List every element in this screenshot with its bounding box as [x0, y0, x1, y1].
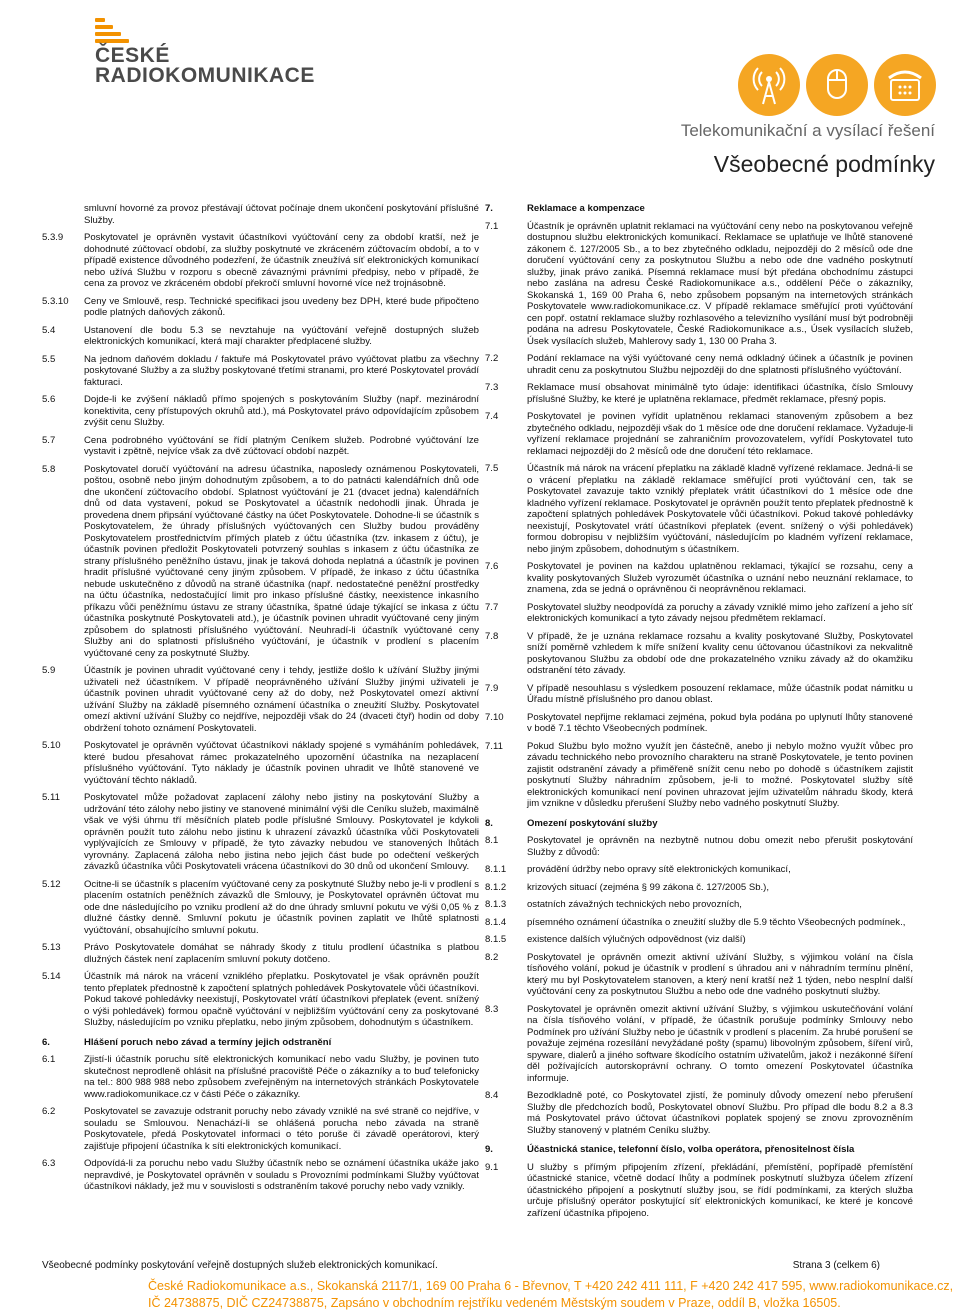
clause-text: Ustanovení dle bodu 5.3 se nevztahuje na vyúčtování veřejně dostupných služeb elektronických komunikací, která mají charakter předplacené služby.	[84, 324, 479, 347]
clause-number: 8.4	[485, 1090, 499, 1101]
clause-number: 8.1.4	[485, 916, 507, 928]
clause-number: 8.1.3	[485, 899, 507, 910]
clause-number: 8.3	[485, 1003, 499, 1015]
clause	[42, 740, 479, 786]
clause-text: Účastník je oprávněn uplatnit reklamaci na vyúčtování ceny nebo na poskytovanou veřejně dostupnou službu elektronických komunikací. Reklamace se uplatňuje ve lhůtě stanovené zákonem č. 127/2005 Sb., a to bez zbytečného odkladu, nejpozději do 2 měsíců ode dne doručení vyúčtování ceny za poskytnutou Službu a nebo ode dne vadného poskytnutí služby, jinak právo zaniká. Písemná reklamace musí být předána obchodnímu zástupci nebo zaslána na adresu České Radiokomunikace a.s., oddělení Péče o zákazníky, Skokanská 1, 169 00 Praha 6, nebo způsobem popsaným na internetových stránkách Poskytovatele www.radiokomunikace.cz. V případě reklamace směřující proti vyúčtování cen popř. ostatní reklamace služby rozhlasového a televizního vysílání musí být podrobněji podána na adresu Poskytovatele, České Radiokomunikace a.s., Úsek vysílacích služeb, Úsek vysílacích služeb, Mahlerovy sady 1, 130 00 Praha 3.	[527, 220, 913, 347]
clause	[42, 942, 479, 965]
clause-number: 7.1	[485, 220, 499, 232]
clause	[485, 934, 913, 946]
clause-text: Podání reklamace na výši vyúčtované ceny nemá odkladný účinek a účastník je povinen uhradit cenu za poskytnutou Službu nejpozději do dne splatnosti příslušného vyúčtování.	[527, 353, 913, 376]
clause-number: 7.4	[485, 411, 499, 422]
clause	[485, 712, 913, 735]
clause-number: 5.7	[42, 434, 56, 446]
clause	[485, 382, 913, 405]
clause-text: Dojde-li ke zvýšení nákladů přímo spojených s poskytováním Služby (např. mezinárodní konektivita, ceny přístupových okruhů atd.), má Poskytovatel právo odpovídajícím způsobem zvýšit cenu Služby.	[84, 394, 479, 428]
clause	[485, 221, 913, 348]
clause-text: V případě nesouhlasu s výsledkem posouzení reklamace, může účastník podat námitku u Úřadu místně příslušného pro danou oblast.	[527, 682, 913, 705]
logo-line2: RADIOKOMUNIKACE	[95, 64, 315, 87]
section-number: 9.	[485, 1144, 493, 1155]
clause-number: 5.3.10	[42, 295, 69, 307]
clause	[485, 741, 913, 810]
clause-number: 5.6	[42, 394, 56, 405]
clause	[42, 354, 479, 389]
tagline: Telekomunikační a vysílací řešení	[680, 121, 935, 140]
clause	[42, 394, 479, 429]
clause	[42, 665, 479, 734]
clause	[485, 899, 913, 911]
clause-number: 8.1.2	[485, 881, 507, 893]
clause-text: provádění údržby nebo opravy sítě elektronických komunikací,	[527, 864, 791, 875]
clause-text: Poskytovatel je oprávněn vystavit účastníkovi vyúčtování ceny za období kratší, než je dohodnuté zúčtovací období, za služby poskytnuté ve zkráceném zúčtovacím období, a to v případě existence důvodného podezření, že účastník zneužívá síť elektronických komunikací nebo užívá Službu v rozporu s obecně závaznými právními předpisy, nebo v případě, že cena za provoz ve zkráceném období překročí smluvní hovorné více než trojnásobně.	[84, 232, 479, 289]
section-number: 7.	[485, 203, 493, 214]
clause-text: Odpovídá-li za poruchu nebo vadu Služby účastník nebo se oznámení účastníka ukáže jako nepravdivé, je Poskytovatel oprávněn v souladu s Provozními podmínkami Služby vyúčtovat účastníkovi náklady, jež mu v souvislosti s odstraněním takové poruchy nebo vady vznikly.	[84, 1158, 479, 1192]
clause-number: 7.10	[485, 711, 504, 723]
clause	[485, 864, 913, 876]
broadcast-icon	[738, 54, 800, 116]
clause-text: krizových situací (zejména § 99 zákona č. 127/2005 Sb.),	[527, 881, 769, 893]
clause-number: 7.11	[485, 740, 503, 752]
clause	[42, 1054, 479, 1100]
clause-text: Bezodkladně poté, co Poskytovatel zjistí, že pominuly důvody omezení nebo přerušení Služby dle předchozích bodů, Poskytovatel obnoví Službu. Pro případ dle bodu 8.2 a 8.3 má Poskytovatel právo účtovat účastníkovi poplatek spojený se znovu zprovozněním Služby stanovený v platném Ceníku služby.	[527, 1090, 913, 1136]
clause	[485, 952, 913, 998]
clause-text: existence dalších výlučných odpovědnost (viz další)	[527, 934, 746, 945]
clause-text: ostatních závažných technických nebo provozních,	[527, 899, 742, 910]
right-items-8	[485, 952, 913, 1137]
clause-text: Cena podrobného vyúčtování se řídí platným Ceníkem služeb. Podrobné vyúčtování lze vystavit i zpětně, nejvíce však za dvě zúčtovací období nazpět.	[84, 434, 479, 457]
section-title: Hlášení poruch nebo závad a termíny jejich odstranění	[84, 1036, 332, 1048]
clause	[42, 1106, 479, 1152]
clause-number: 7.2	[485, 353, 499, 364]
footer-document-name: Všeobecné podmínky poskytování veřejně dostupných služeb elektronických komunikací.	[42, 1260, 438, 1271]
clause-number: 8.1.5	[485, 934, 507, 945]
section-title: Účastnická stanice, telefonní číslo, volba operátora, přenositelnost čísla	[527, 1144, 855, 1155]
clause	[485, 353, 913, 376]
logo-line1: ČESKÉ	[95, 44, 170, 67]
clause-text: Ocitne-li se účastník s placením vyúčtované ceny za poskytnuté Služby nebo je-li v prodlení s placením ostatních peněžních závazků dle Smlouvy, je Poskytovatel oprávněn účtovat mu ode dne následujícího po vzniku prodlení až do dne úhrady smluvní pokutu ve výši 0,05 % z dlužné částky denně. Smluvní pokutu je účastník povinen zaplatit ve lhůtě splatnosti vyúčtování, obsahujícího smluvní pokutu.	[84, 878, 479, 936]
clause-number: 5.4	[42, 324, 56, 336]
continuation-paragraph: smluvní hovorné za provoz přestávají účtovat počínaje dnem ukončení poskytování příslušné Služby.	[84, 203, 479, 226]
clause-number: 7.3	[485, 382, 499, 393]
clause-number: 8.1.1	[485, 864, 507, 875]
phone-icon	[874, 54, 936, 116]
mouse-icon	[806, 54, 868, 116]
clause-text: U služby s přímým připojením zřízení, překládání, přemístění, popřípadě přemístění účastnické stanice, včetně dodací lhůty a podmínek poskytnutí službyza účelem zřízení účastnického připojení a poskytnutí služby jsou, se řídí podmínkami, za kterých služba určuje příslušný operátor poskytující síť elektronických komunikací, ke které je koncové zařízení účastníka připojeno.	[527, 1161, 913, 1219]
clause-text: Účastník má nárok na vrácení přeplatku na základě kladně vyřízené reklamace. Jedná-li se o vrácení přeplatku na základě reklamace směřující proti vyúčtování cen, tak se Poskytovatel zavazuje takto vzniklý přeplatek vrátit účastníkovi do 1 měsíce ode dne kladného vyřízení reklamace. Poskytovatel je oprávněn použít tento přeplatek přednostně k započtení splatných pohledávek Poskytovatele vůči účastníkovi. Pokud takové pohledávky neexistují, Poskytovatel vrátí účastníkovi přeplatek (event. snížený o výši pohledávek) formou dobropisu v nejbližším vyúčtování, následujícím po kladném vyřízení reklamace, nebo jiným způsobem, dohodnutým s účastníkem.	[527, 463, 913, 555]
clause	[42, 435, 479, 458]
clause	[42, 792, 479, 873]
clause-number: 5.12	[42, 878, 61, 890]
section-6-heading	[42, 1037, 479, 1049]
clause-text: Poskytovatel je oprávněn omezit aktivní užívání Služby, s výjimkou uskutečňování volání na čísla tísňového volání, v případě, že účastník porušuje podmínky Smlouvy nebo Podmínek pro užívání Služby nebo je účastník v prodlení s placením. Za hrubé porušení se považuje zejména rozesílání nevyžádané pošty (spamu) libovolným způsobem, šíření virů, spyware, dialerů a jiného software škodícího ostatním uživatelům, jakož i nezákonné šíření děl požívajících autorskoprávní ochrany. O tomto omezení Poskytovatel účastníka informuje.	[527, 1003, 913, 1084]
clause	[485, 602, 913, 625]
clause	[485, 917, 913, 929]
company-info	[148, 1278, 953, 1312]
left-items-b	[42, 1054, 479, 1193]
logo-text	[95, 46, 315, 86]
clause	[42, 879, 479, 937]
page-header	[0, 0, 960, 195]
clause-number: 5.5	[42, 353, 56, 365]
logo-bars-icon	[95, 18, 135, 44]
clause	[485, 561, 913, 596]
clause-text: Poskytovatel může požadovat zaplacení zálohy nebo jistiny na poskytování Služby a udržování této zálohy nebo jistiny ve stanovené minimální výši dle Ceníku služeb, maximálně však ve výši úhrnu tří měsíčních plateb podle příslušné Smlouvy. Poskytovatel je kdykoli oprávněn použít tuto zálohu nebo jistinu k uhrazení závazků účastníka vůči Poskytovateli vyplývajících ze Smlouvy v případě, že tyto závazky nebudou ve stanovených lhůtách vyrovnány. Zaplacená záloha nebo jistina nebo jejich část bude po odečtení veškerých závazků účastníka vůči Poskytovateli vrácena účastníkovi do 30 dnů od ukončení Smlouvy.	[84, 792, 479, 872]
clause-text: písemného oznámení účastníka o zneužití služby dle 5.9 těchto Všeobecných podmínek.,	[527, 916, 906, 928]
clause-number: 6.3	[42, 1158, 56, 1169]
clause	[42, 232, 479, 290]
clause-text: Poskytovatel se zavazuje odstranit poruchy nebo závady vzniklé na své straně co nejdříve, v souladu se Smlouvou. Nenachází-li se ohlášená porucha nebo závada na straně Poskytovatele, předá Poskytovatel informaci o této poruše či závadě operátorovi, který zajišťuje připojení účastníka k síti elektronických komunikací.	[84, 1106, 479, 1152]
clause-text: Pokud Službu bylo možno využít jen částečně, anebo ji nebylo možno využít vůbec pro závadu technického nebo provozního charakteru na straně Poskytovatele, je tento povinen zajistit odstranění závady a přiměřeně snížit cenu nebo po dohodě s účastníkem zajistit poskytnutí Služby náhradním způsobem, je-li to možné. Poskytovatel služby sítě elektronických komunikací není povinen uhrazovat jejím uživatelům náhradu škody, která jim vznikne v důsledku přerušení Služby nebo vadného poskytnutí Služby.	[527, 740, 913, 809]
clause	[42, 971, 479, 1029]
clause-text: Poskytovatel je oprávněn omezit aktivní užívání Služby, s výjimkou volání na čísla tísňového volání, pokud je účastník v prodlení s úhradou ani v náhradním termínu plnění, který mu byl Poskytovatelem stanoven, a který není kratší než 1 týden, nebo nesplní další vyúčtování ceny za poskytnutou Službu a nebo ode dne vadného poskytnutí služby.	[527, 951, 913, 997]
clause-text: Ceny ve Smlouvě, resp. Technické specifikaci jsou uvedeny bez DPH, které bude připočteno podle platných daňových zákonů.	[84, 295, 479, 318]
clause	[485, 463, 913, 555]
clause	[485, 882, 913, 894]
right-column	[485, 203, 913, 1225]
clause-number: 6.1	[42, 1054, 56, 1065]
clause-text: Poskytovatel služby neodpovídá za poruchy a závady vzniklé mimo jeho zařízení a jeho síť elektronických komunikací a tyto závady nejsou předmětem reklamací.	[527, 601, 913, 624]
clause	[42, 296, 479, 319]
clause-text: Poskytovatel je povinen vyřídit uplatněnou reklamaci stanoveným způsobem a bez zbytečného odkladu, nejpozději však do 1 měsíce ode dne doručení reklamace. Vyžaduje-li vyřízení reklamace projednání se zahraničním provozovatelem, vyřídí Poskytovatel tuto reklamaci nejpozději do 2 měsíců ode dne doručení této reklamace.	[527, 411, 913, 457]
clause-number: 7.7	[485, 601, 499, 613]
clause-text: Právo Poskytovatele domáhat se náhrady škody z titulu prodlení účastníka s platbou dlužných částek není zaplacením smluvní pokuty dotčeno.	[84, 942, 479, 965]
clause-number: 5.13	[42, 942, 61, 953]
clause-text: Reklamace musí obsahovat minimálně tyto údaje: identifikaci účastníka, číslo Smlouvy příslušné Služby, ke které je uplatněna reklamace, předmět reklamace, přesný popis.	[527, 382, 913, 405]
clause-text: Poskytovatel je povinen na každou uplatněnou reklamaci, týkající se rozsahu, ceny a kvality poskytovaných Služeb vyrozumět účastníka o uznání nebo neuznání reklamace, to znamena, zda se jedná o oprávněnou či neoprávněnou reklamaci.	[527, 561, 913, 595]
clause	[485, 835, 913, 858]
clause-text: Poskytovatel je oprávněn vyúčtovat účastníkovi náklady spojené s vymáháním pohledávek, které budou přesahovat rámec prokazatelného upozornění účastníka na nezaplacení příslušného vyúčtování. Tyto náklady je účastník povinen uhradit ve lhůtě stanovené ve vyúčtování těchto nákladů.	[84, 740, 479, 786]
section-number: 8.	[485, 817, 493, 829]
company-registration: IČ 24738875, DIČ CZ24738875, Zapsáno v obchodním rejstříku vedeném Městským soudem v Praze, oddíl B, vložka 16505.	[148, 1296, 841, 1310]
clause-number: 7.9	[485, 682, 499, 694]
section-9-heading	[485, 1144, 913, 1156]
clause-number: 6.2	[42, 1106, 56, 1117]
clause-number: 8.1	[485, 835, 499, 846]
clause-text: Účastník má nárok na vrácení vzniklého přeplatku. Poskytovatel je však oprávněn použít tento přeplatek přednostně k započtení splatných pohledávek Poskytovatele vůči účastníkovi. Pokud takové pohledávky neexistují, Poskytovatel vrátí účastníkovi přeplatek (event. snížený o výši pohledávek) formou opačně vyúčtování v nejbližším vyúčtování ceny za poskytované Služby, následujícím po vzniku přeplatku, nebo jiným způsobem, dohodnutým s účastníkem.	[84, 971, 479, 1028]
clause-number: 5.8	[42, 463, 56, 475]
clause-number: 5.3.9	[42, 232, 64, 243]
clause	[485, 1090, 913, 1136]
clause	[42, 325, 479, 348]
clause	[485, 411, 913, 457]
right-items-7	[485, 221, 913, 810]
clause-number: 9.1	[485, 1161, 499, 1173]
clause	[485, 631, 913, 677]
section-title: Omezení poskytování služby	[527, 817, 658, 829]
clause-text: Poskytovatel je oprávněn na nezbytně nutnou dobu omezit nebo přerušit poskytování Služby z důvodů:	[527, 835, 913, 858]
clause-number: 8.2	[485, 951, 499, 963]
clause	[485, 1004, 913, 1085]
clause-number: 7.5	[485, 463, 499, 474]
footer-page-number: Strana 3 (celkem 6)	[792, 1260, 880, 1271]
clause	[42, 464, 479, 660]
clause-number: 5.9	[42, 665, 56, 676]
document-title: Všeobecné podmínky	[713, 151, 935, 177]
clause-text: Zjistí-li účastník poruchu sítě elektronických komunikací nebo vadu Služby, je povinen tuto skutečnost neprodleně ohlásit na příslušné pracoviště Péče o zákazníky a to buď telefonicky na tel.: 800 988 988 nebo způsobem zveřejněným na internetových stránkách Poskytovatele www.radiokomunikace.cz v části Péče o zákazníky.	[84, 1054, 479, 1100]
right-items-9	[485, 1162, 913, 1220]
clause-text: Poskytovatel doručí vyúčtování na adresu účastníka, naposledy oznámenou Poskytovateli, poštou, osobně nebo jiným dohodnutým způsobem, a to do patnácti kalendářních dnů ode dne ukončení zúčtovacího období. Splatnost vyúčtování je 21 (dvacet jedna) kalendářních dnů od data vystavení, pokud se Poskytovatel a účastník nedohodli jinak. Úhrada je provedena dnem připsání vyúčtované částky na účet Poskytovatele. Dohodne-li se účastník s Poskytovatelem, že úhrady příslušných vyúčtovaných cen Služby budou prováděny Poskytovatelem prostřednictvím přímých plateb z účtu účastníka (tzv. inkasem z účtu), je účastník povinen předložit Poskytovateli potvrzený souhlas s inkasem z účtu účastníka ze strany příslušného peněžního ústavu, jinak je taková dohoda neplatná a účastník je povinen hradit příslušné vyúčtované ceny jiným způsobem. V případě, že inkaso z účtu účastníka nebude uskutečněno z důvodů na straně účastníka (např. nedostatečné peněžní prostředky na účtu účastníka, nedostačující limit pro inkaso příslušné částky, neexistence inkasního příkazu vůči peněžnímu ústavu ze strany účastníka, špatné údaje týkající se inkasa z účtu účastníka poskytnuté Poskytovateli atd.), je účastník povinen uhradit vyúčtované ceny jiným způsobem do splatnosti příslušného vyúčtování. Neuhradí-li účastník vyúčtované ceny Služby ani do splatnosti příslušného vyúčtování, je účastník v prodlení s placením vyúčtované ceny za poskytnuté Služby.	[84, 463, 479, 659]
clause-number: 7.6	[485, 561, 499, 572]
section-7-heading	[485, 203, 913, 215]
section-number: 6.	[42, 1036, 50, 1048]
clause-text: Na jednom daňovém dokladu / faktuře má Poskytovatel právo vyúčtovat platbu za všechny poskytované Služby a za služby poskytované třetími stranami, pro které Poskytovatel provádí fakturaci.	[84, 353, 479, 388]
clause-number: 7.8	[485, 630, 499, 642]
section-8-heading	[485, 818, 913, 830]
clause	[485, 683, 913, 706]
header-icons	[738, 54, 938, 124]
section-title: Reklamace a kompenzace	[527, 203, 645, 214]
left-column	[42, 203, 479, 1199]
clause-number: 5.10	[42, 740, 61, 751]
left-items-a	[42, 232, 479, 1029]
clause-number: 5.11	[42, 792, 60, 803]
clause-text: Účastník je povinen uhradit vyúčtované ceny i tehdy, jestliže došlo k užívání Služby jinými uživateli než účastníkem. V případě neoprávněného užívání Služby jinými uživateli je účastník povinen uhradit vyúčtované ceny až do doby, než Poskytovatel omezí aktivní užívání Služby na základě písemného oznámení účastníka o zneužití Služby. Poskytovatel omezí aktivní užívání Služby co nejdříve, nejpozději však do 24 (dvaceti čtyř) hodin od doby obdržení tohoto oznámení Poskytovateli.	[84, 665, 479, 734]
clause-text: V případě, že je uznána reklamace rozsahu a kvality poskytované Služby, Poskytovatel sníží poměrně vzhledem k míře snížení kvality cenu účtovanou účastníkovi za nekvalitně poskytovanou Službu za období ode dne prokazatelného vzniku závady až do okamžiku odstranění této závady.	[527, 630, 913, 676]
clause	[485, 1162, 913, 1220]
right-subitems-8-1	[485, 864, 913, 946]
company-address: České Radiokomunikace a.s., Skokanská 2117/1, 169 00 Praha 6 - Břevnov, T +420 242 411 111, F +420 242 417 595, www.radiokomunikace.cz,	[148, 1279, 954, 1293]
clause-number: 5.14	[42, 971, 61, 982]
page-footer	[42, 1260, 880, 1271]
clause	[42, 1158, 479, 1193]
clause-text: Poskytovatel nepřijme reklamaci zejména, pokud byla podána po uplynutí lhůty stanovené v bodě 7.1 těchto Všeobecných podmínek.	[527, 711, 913, 734]
